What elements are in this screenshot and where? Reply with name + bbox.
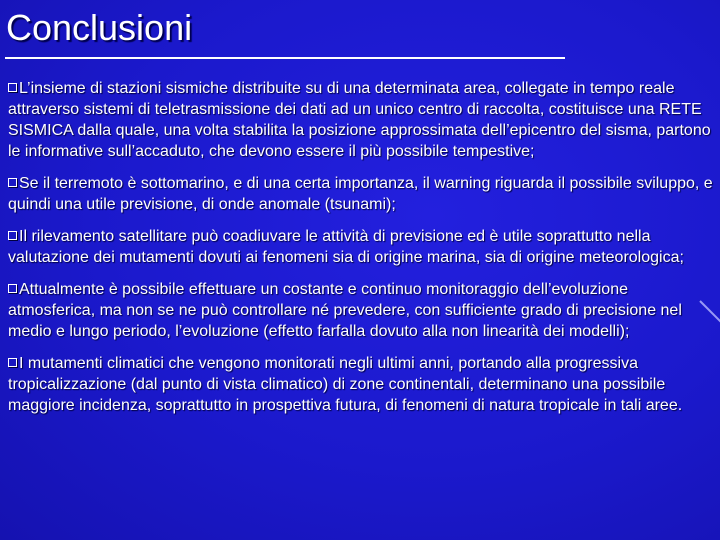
bullet-list bbox=[8, 78, 716, 427]
bullet-text: L’insieme di stazioni sismiche distribuite su di una determinata area, collegate in tempo reale attraverso sistemi di teletrasmissione dei dati ad un unico centro di raccolta, costituisce una RETE SISMICA dalla quale, una volta stabilita la posizione approssimata dell’epicentro del sisma, partono le informative sull’accaduto, che devono essere il più possibile tempestive; bbox=[8, 80, 711, 160]
slide-title: Conclusioni bbox=[6, 7, 193, 48]
bullet-text: Il rilevamento satellitare può coadiuvare le attività di previsione ed è utile soprattutto nella valutazione dei mutamenti dovuti ai fenomeni sia di origine marina, sia di origine meteorologica; bbox=[8, 228, 684, 266]
square-bullet-icon bbox=[8, 358, 17, 367]
square-bullet-icon bbox=[8, 284, 17, 293]
square-bullet-icon bbox=[8, 178, 17, 187]
bullet-text: Se il terremoto è sottomarino, e di una certa importanza, il warning riguarda il possibile sviluppo, e quindi una utile previsione, di onde anomale (tsunami); bbox=[8, 175, 713, 213]
title-underline bbox=[5, 57, 565, 59]
bullet-item bbox=[8, 78, 716, 162]
bullet-text: Attualmente è possibile effettuare un costante e continuo monitoraggio dell’evoluzione atmosferica, ma non se ne può controllare né prevedere, con sufficiente grado di precisione nel medio e lungo periodo, l’evoluzione (effetto farfalla dovuto alla non linearità dei modelli); bbox=[8, 281, 682, 340]
bullet-item bbox=[8, 173, 716, 215]
bullet-item bbox=[8, 279, 716, 342]
square-bullet-icon bbox=[8, 231, 17, 240]
bullet-text: I mutamenti climatici che vengono monitorati negli ultimi anni, portando alla progressiva tropicalizzazione (dal punto di vista climatico) di zone continentali, determinano una possibile maggiore incidenza, soprattutto in prospettiva futura, di fenomeni di natura tropicale in tali aree. bbox=[8, 355, 683, 414]
square-bullet-icon bbox=[8, 83, 17, 92]
bullet-item bbox=[8, 353, 716, 416]
bullet-item bbox=[8, 226, 716, 268]
